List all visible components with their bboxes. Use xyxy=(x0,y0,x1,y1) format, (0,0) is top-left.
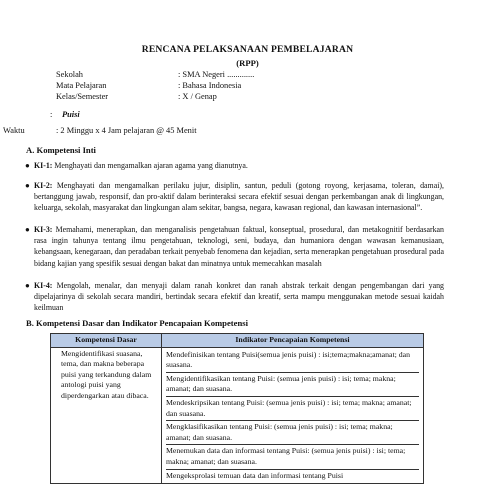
page-title: RENCANA PELAKSANAAN PEMBELAJARAN xyxy=(141,44,354,55)
waktu-label: Waktu xyxy=(3,126,25,135)
indicator-cell xyxy=(162,347,424,484)
bullet-icon: ● xyxy=(25,161,30,170)
indicator-item: Menemukan data dan informasi tentang Puisi: (semua jenis puisi) : isi; tema; makna; amanat; dan suasana. xyxy=(166,445,419,469)
section-a-heading: A. Kompetensi Inti xyxy=(26,145,96,155)
indicator-item: Mendefinisikan tentang Puisi(semua jenis puisi) : isi;tema;makna;amanat; dan suasana. xyxy=(166,349,419,373)
ki-text: Menghayati dan mengamalkan ajaran agama yang dianutnya. xyxy=(52,161,248,170)
ki-text: Mengolah, menalar, dan menyaji dalam ranah konkret dan ranah abstrak terkait dengan pengembangan dari yang dipelajarinya di sekolah secara mandiri, bertindak secara efektif dan kreatif, serta mampu menggunakan metode sesuai kaidah keilmuan xyxy=(34,281,444,313)
meta-label-sekolah: Sekolah xyxy=(56,70,83,79)
ki-code: KI-3: xyxy=(34,225,53,234)
bullet-icon: ● xyxy=(25,281,30,290)
materi-value: Puisi xyxy=(62,110,80,119)
ki-code: KI-1: xyxy=(34,161,53,170)
section-b-heading: B. Kompetensi Dasar dan Indikator Pencapaian Kompetensi xyxy=(26,318,248,328)
table-row xyxy=(51,347,424,484)
indicator-item: Mengidentifikasikan tentang Puisi: (semua jenis puisi) : isi; tema; makna; amanat; dan suasana. xyxy=(166,373,419,397)
meta-label-mapel: Mata Pelajaran xyxy=(56,81,107,90)
col-header-indikator: Indikator Pencapaian Kompetensi xyxy=(162,334,424,348)
col-header-kd: Kompetensi Dasar xyxy=(51,334,162,348)
kd-text: Mengidentifikasi suasana, tema, dan makna beberapa puisi yang terkandung dalam antologi puisi yang diperdengarkan atau dibaca. xyxy=(61,348,152,400)
waktu-value: : 2 Minggu x 4 Jam pelajaran @ 45 Menit xyxy=(56,126,197,135)
meta-value-kelas: : X / Genap xyxy=(178,92,217,101)
kd-cell xyxy=(51,347,162,484)
ki-4-item xyxy=(25,280,444,314)
ki-2-item xyxy=(25,180,444,214)
bullet-icon: ● xyxy=(25,181,30,190)
meta-value-mapel: : Bahasa Indonesia xyxy=(178,81,242,90)
ki-3-item xyxy=(25,224,444,269)
page-subtitle: (RPP) xyxy=(236,58,259,68)
meta-value-sekolah: : SMA Negeri ............. xyxy=(178,70,255,79)
indicator-item: Mengklasifikasikan tentang Puisi: (semua jenis puisi) : isi; tema; makna; amanat; dan suasana. xyxy=(166,421,419,445)
ki-text: Memahami, menerapkan, dan menganalisis pengetahuan faktual, konseptual, prosedural, dan metakognitif berdasarkan rasa ingin tahunya tentang ilmu pengetahuan, teknologi, seni, budaya, dan humaniora dengan wawasan kemanusiaan, kebangsaan, kenegaraan, dan peradaban terkait penyebab fenomena dan kejadian, serta menerapkan pengetahuan prosedural pada bidang kajian yang spesifik sesuai dengan bakat dan minatnya untuk memecahkan masalah xyxy=(34,225,444,268)
ki-code: KI-2: xyxy=(34,181,53,190)
materi-colon: : xyxy=(50,110,53,119)
meta-label-kelas: Kelas/Semester xyxy=(56,92,109,101)
ki-code: KI-4: xyxy=(34,281,53,290)
ki-text: Menghayati dan mengamalkan perilaku jujur, disiplin, santun, peduli (gotong royong, kerjasama, toleran, damai), bertanggung jawab, responsif, dan pro-aktif dalam berinteraksi secara efektif sesuai dengan perkembangan anak di lingkungan, keluarga, sekolah, masyarakat dan lingkungan alam sekitar, bangsa, negara, kawasan regional, dan kawasan internasional”. xyxy=(34,181,444,213)
ki-1-item xyxy=(25,160,444,171)
bullet-icon: ● xyxy=(25,225,30,234)
indicator-item: Mendeskripsikan tentang Puisi: (semua jenis puisi) : isi; tema; makna; amanat; dan suasana. xyxy=(166,397,419,421)
kd-table xyxy=(50,333,424,484)
indicator-item: Mengeksprolasi temuan data dan informasi tentang Puisi xyxy=(166,470,344,480)
